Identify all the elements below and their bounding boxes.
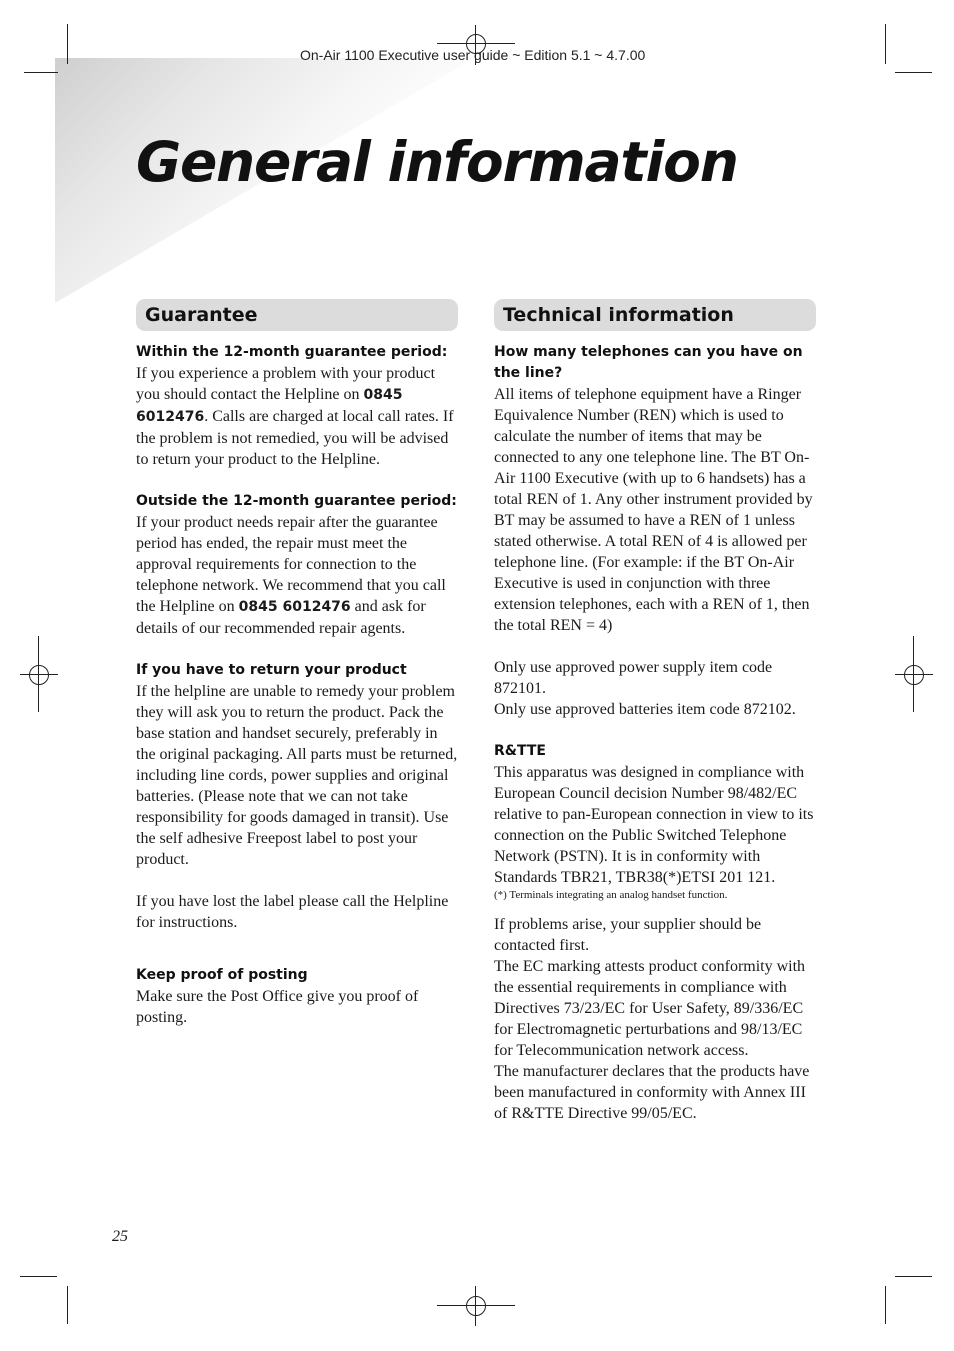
guarantee-section	[136, 299, 458, 1028]
outside-text-part: and ask for details of our recommended repair agents.	[136, 598, 426, 637]
ren-text: All items of telephone equipment have a Ringer Equivalence Number (REN) which is used to calculate the number of items that may be connected to any one telephone line. The BT On-Air 1100 Executive (with up to 6 handsets) has a total REN of 1. Any other instrument provided by BT may be assumed to have a REN of 1 unless stated otherwise. A total REN of 4 is allowed per telephone line. (For example: if the BT On-Air Executive is used in conjunction with three extension telephones, each with a REN of 1, then the total REN = 4)	[494, 386, 813, 634]
crop-mark	[885, 24, 886, 64]
helpline-number: 0845 6012476	[238, 599, 351, 615]
crop-mark	[20, 1276, 57, 1277]
outside-guarantee-text	[136, 512, 458, 639]
helpline-number: 0845 6012476	[136, 387, 403, 425]
technical-heading: Technical information	[494, 299, 816, 331]
crop-mark	[67, 1286, 68, 1324]
proof-of-posting-text: Make sure the Post Office give you proof of posting.	[136, 988, 419, 1026]
page-number: 25	[112, 1228, 128, 1245]
lost-label-text: If you have lost the label please call the Helpline for instructions.	[136, 893, 449, 931]
registration-mark-icon	[475, 1286, 476, 1326]
registration-mark-icon	[29, 665, 49, 685]
crop-mark	[67, 24, 68, 64]
crop-mark	[895, 72, 932, 73]
rtte-heading: R&TTE	[494, 743, 546, 759]
registration-mark-icon	[20, 674, 58, 675]
ren-heading: How many telephones can you have on the line?	[494, 344, 803, 381]
within-text-part: If you experience a problem with your product you should contact the Helpline on	[136, 365, 436, 403]
outside-guarantee-heading: Outside the 12-month guarantee period:	[136, 493, 457, 509]
page-title: General information	[136, 130, 738, 194]
registration-mark-icon	[38, 636, 39, 712]
within-guarantee-heading: Within the 12-month guarantee period:	[136, 344, 448, 360]
registration-mark-icon	[913, 636, 914, 712]
technical-section	[494, 299, 816, 1124]
outside-text-part: If your product needs repair after the guarantee period has ended, the repair must meet the approval requirements for connection to the telephone network. We recommend that you call the Helpline on	[136, 514, 446, 615]
running-header: On-Air 1100 Executive user guide ~ Edition 5.1 ~ 4.7.00	[300, 47, 646, 63]
within-guarantee-text	[136, 363, 458, 470]
within-text-part: . Calls are charged at local call rates. If the problem is not remedied, you will be advised to return your product to the Helpline.	[136, 408, 454, 468]
return-product-text: If the helpline are unable to remedy your problem they will ask you to return the product. Pack the base station and handset securely, preferably in the original packaging. All parts must be returned, including line cords, power supplies and original batteries. (Please note that we can not take responsibility for goods damaged in transit). Use the self adhesive Freepost label to post your product.	[136, 683, 458, 868]
registration-mark-icon	[437, 1305, 515, 1306]
registration-mark-icon	[437, 43, 515, 44]
crop-mark	[24, 72, 58, 73]
registration-mark-icon	[466, 1296, 486, 1316]
ec-marking-text: The EC marking attests product conformity with the essential requirements in compliance with Directives 73/23/EC for User Safety, 89/336/EC for Electromagnetic perturbations and 98/13/EC for Telecommunication network access.	[494, 958, 806, 1059]
problems-text: If problems arise, your supplier should be contacted first.	[494, 916, 762, 954]
batteries-text: Only use approved batteries item code 872102.	[494, 701, 796, 718]
guarantee-heading: Guarantee	[136, 299, 458, 331]
declaration-text: The manufacturer declares that the products have been manufactured in conformity with Annex III of R&TTE Directive 99/05/EC.	[494, 1063, 810, 1122]
proof-of-posting-heading: Keep proof of posting	[136, 967, 308, 983]
crop-mark	[885, 1286, 886, 1324]
registration-mark-icon	[895, 674, 933, 675]
return-product-heading: If you have to return your product	[136, 662, 407, 678]
registration-mark-icon	[904, 665, 924, 685]
crop-mark	[895, 1276, 932, 1277]
power-supply-text: Only use approved power supply item code 872101.	[494, 659, 773, 697]
rtte-text: This apparatus was designed in compliance with European Council decision Number 98/482/EC relative to pan-European connection in view to its connection on the Public Switched Telephone Network (PSTN). It is in conformity with Standards TBR21, TBR38(*)ETSI 201 121.	[494, 764, 814, 886]
footnote: (*) Terminals integrating an analog handset function.	[494, 889, 728, 901]
